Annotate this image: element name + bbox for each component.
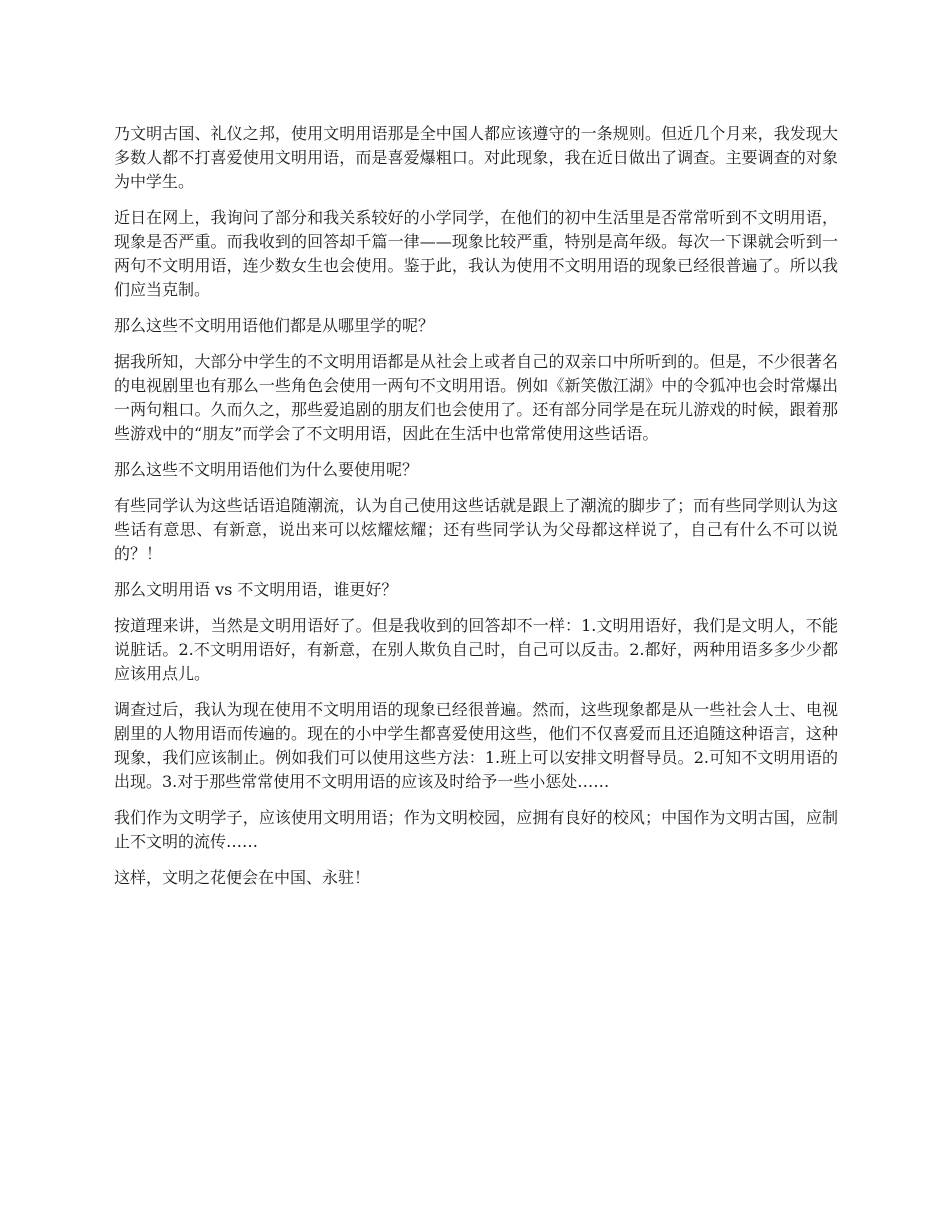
paragraph-question-why: 那么这些不文明用语他们为什么要使用呢？: [114, 460, 419, 479]
paragraph-closing: 这样，文明之花便会在中国、永驻！: [114, 868, 371, 887]
paragraph-intro: 乃文明古国、礼仪之邦，使用文明用语那是全中国人都应该遵守的一条规则。但近几个月来，我发现大多数人都不打喜爱使用文明用语，而是喜爱爆粗口。对此现象，我在近日做出了调查。主要调查的对象为中学生。: [114, 124, 838, 191]
paragraph-source-answer: 据我所知，大部分中学生的不文明用语都是从社会上或者自己的双亲口中所听到的。但是，不少很著名的电视剧里也有那么一些角色会使用一两句不文明用语。例如《新笑傲江湖》中的令狐冲也会时常爆出一两句粗口。久而久之，那些爱追剧的朋友们也会使用了。还有部分同学是在玩儿游戏的时候，跟着那些游戏中的“朋友”而学会了不文明用语，因此在生活中也常常使用这些话语。: [114, 352, 838, 443]
paragraph-call-to-action: 我们作为文明学子，应该使用文明用语；作为文明校园，应拥有良好的校风；中国作为文明古国，应制止不文明的流传……: [114, 808, 838, 851]
paragraph-conclusion: 调查过后，我认为现在使用不文明用语的现象已经很普遍。然而，这些现象都是从一些社会人士、电视剧里的人物用语而传遍的。现在的小中学生都喜爱使用这些，他们不仅喜爱而且还追随这种语言，这种现象，我们应该制止。例如我们可以使用这些方法：1.班上可以安排文明督导员。2.可知不文明用语的出现。3.对于那些常常使用不文明用语的应该及时给予一些小惩处……: [114, 700, 838, 791]
paragraph-why-answer: 有些同学认为这些话语追随潮流，认为自己使用这些话就是跟上了潮流的脚步了；而有些同学则认为这些话有意思、有新意，说出来可以炫耀炫耀；还有些同学认为父母都这样说了，自己有什么不可以说的？！: [114, 496, 838, 563]
paragraph-which-better-answer: 按道理来讲，当然是文明用语好了。但是我收到的回答却不一样：1.文明用语好，我们是文明人，不能说脏话。2.不文明用语好，有新意，在别人欺负自己时，自己可以反击。2.都好，两种用语多多少少都应该用点儿。: [114, 616, 838, 683]
paragraph-survey: 近日在网上，我询问了部分和我关系较好的小学同学，在他们的初中生活里是否常常听到不文明用语，现象是否严重。而我收到的回答却千篇一律——现象比较严重，特别是高年级。每次一下课就会听到一两句不文明用语，连少数女生也会使用。鉴于此，我认为使用不文明用语的现象已经很普遍了。所以我们应当克制。: [114, 208, 838, 299]
document-body: [114, 122, 838, 902]
paragraph-question-which-better: 那么文明用语 vs 不文明用语，谁更好？: [114, 580, 398, 599]
paragraph-question-source: 那么这些不文明用语他们都是从哪里学的呢？: [114, 316, 435, 335]
